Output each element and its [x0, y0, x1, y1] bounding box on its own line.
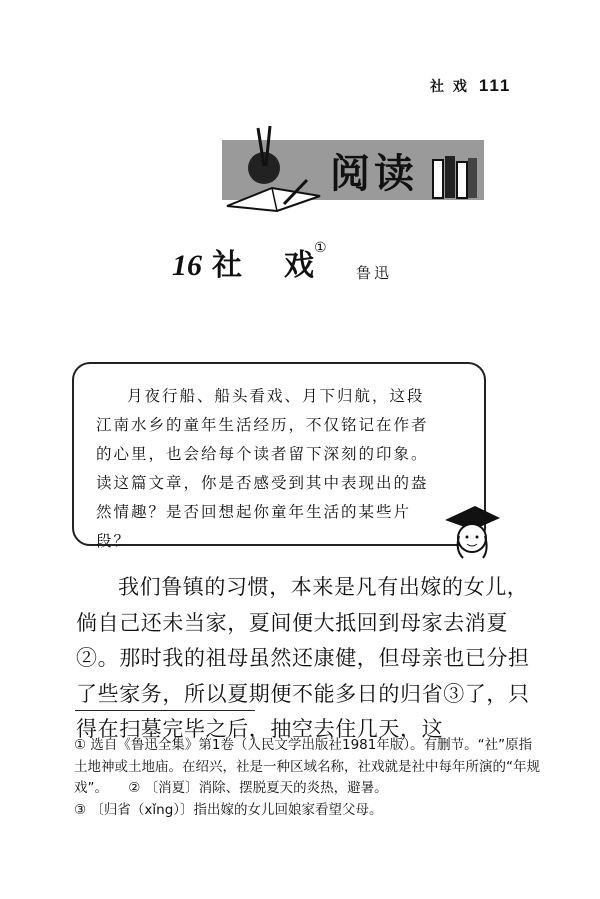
body-paragraph: 我们鲁镇的习惯，本来是凡有出嫁的女儿，倘自己还未当家，夏间便大抵回到母家去消夏②。那时我的祖母虽然还康健，但母亲也已分担了些家务，所以夏期便不能多日的归省③了，只得在扫墓完毕之后，抽空去住几天，这	[76, 575, 530, 741]
preface-text: 月夜行船、船头看戏、月下归航，这段江南水乡的童年生活经历，不仅铭记在作者的心里，也会给每个读者留下深刻的印象。读这篇文章，你是否感受到其中表现出的盎然情趣？是否回想起你童年生活的某些片段？	[96, 387, 429, 550]
page-number: 111	[478, 76, 512, 95]
footnote-mark[interactable]: ①	[314, 240, 327, 256]
author: 鲁迅	[356, 264, 393, 282]
books-icon	[428, 150, 483, 200]
banner-label: 阅读	[330, 151, 418, 197]
lesson-title	[172, 240, 327, 284]
footnote-3: ③ 〔归省（xǐng）〕指出嫁的女儿回娘家看望父母。	[74, 801, 383, 818]
title-char-2: 戏	[284, 248, 314, 283]
footnote-1-2: ① 选自《鲁迅全集》第1卷（人民文学出版社1981年版）。有删节。“社”原指土地神或土地庙。在绍兴，社是一种区域名称，社戏就是社中每年所演的“年规戏”。 ② 〔消夏〕消除、摆脱夏天的炎热，避暑。	[74, 737, 540, 796]
footnote-divider	[75, 710, 255, 711]
footnotes	[74, 735, 544, 821]
title-char-1: 社	[212, 248, 242, 283]
lesson-number: 16	[172, 249, 202, 282]
running-head-title: 社 戏	[430, 79, 469, 95]
student-graduate-icon	[442, 500, 502, 560]
book-pen-illustration-icon	[222, 118, 332, 213]
running-head	[430, 76, 511, 96]
